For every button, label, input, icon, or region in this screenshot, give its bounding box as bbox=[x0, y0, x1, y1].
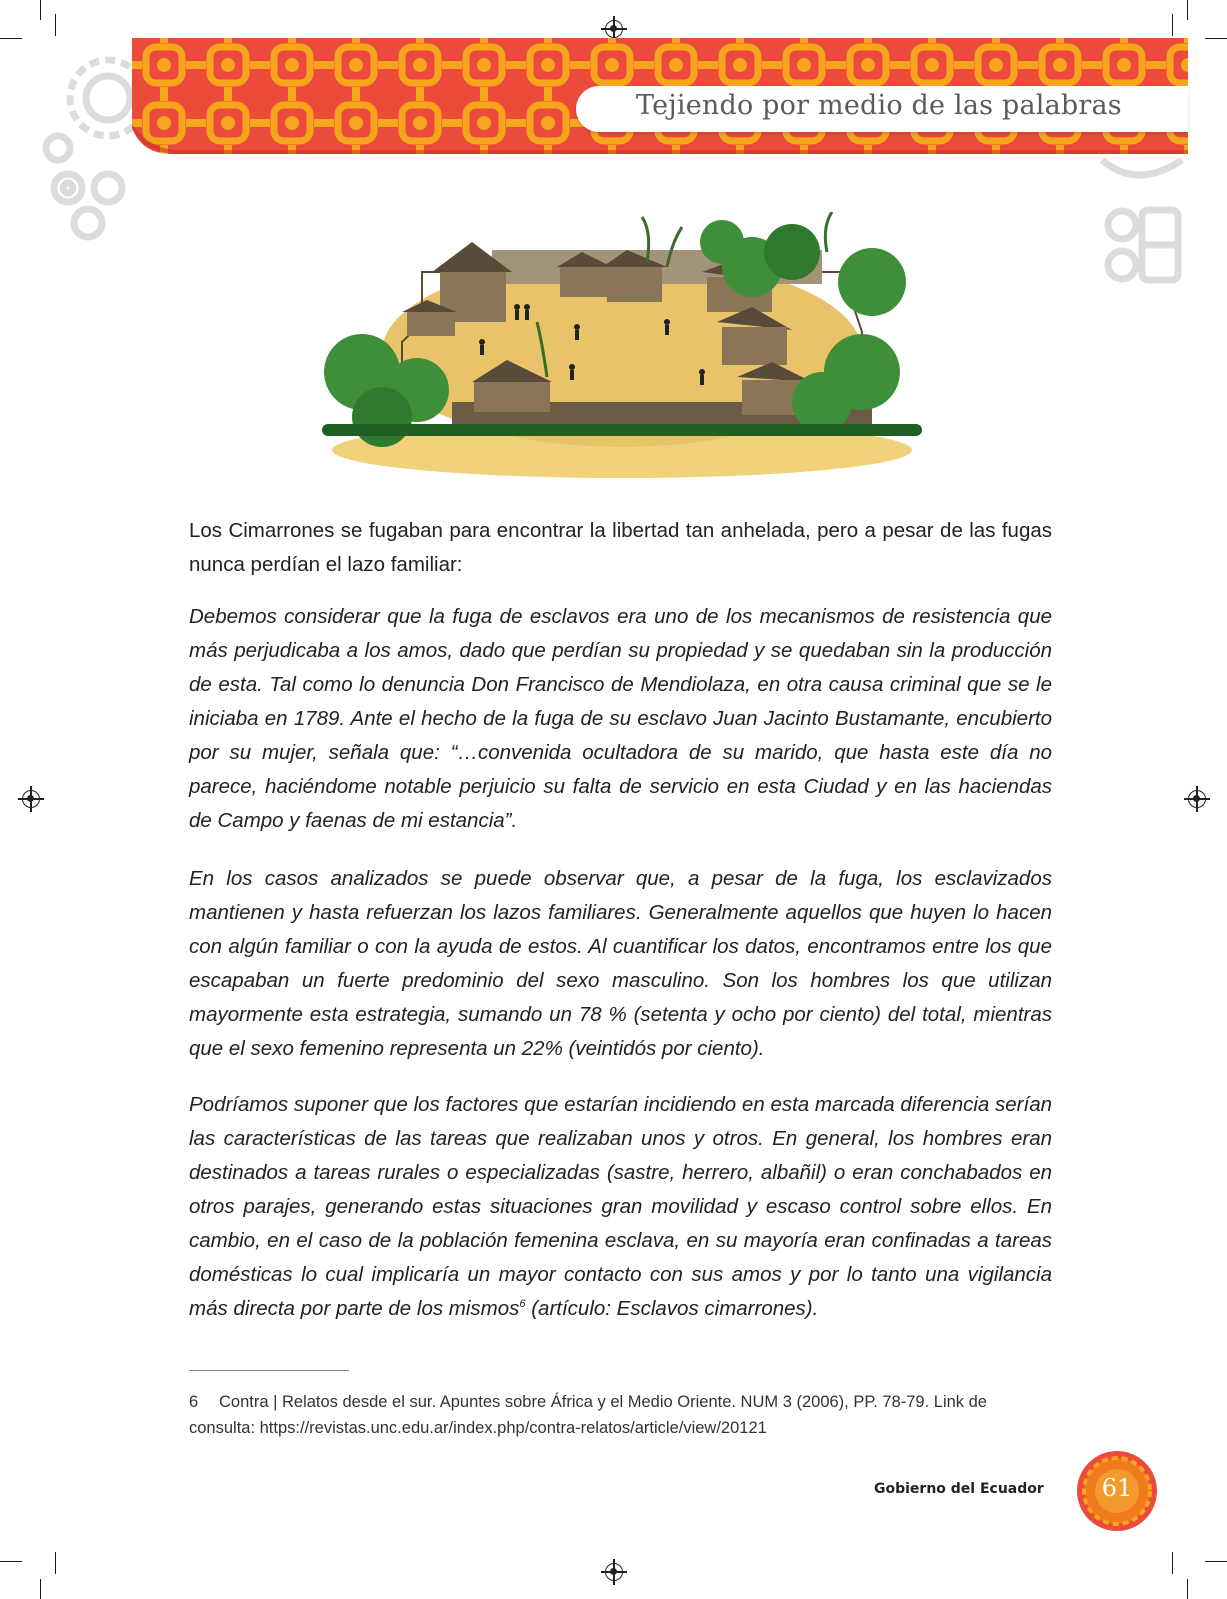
footnote-number: 6 bbox=[189, 1393, 199, 1411]
registration-mark-icon bbox=[605, 20, 623, 38]
quote-paragraph-3-end: (artículo: Esclavos cimarrones). bbox=[525, 1297, 819, 1320]
quote-paragraph-3 bbox=[189, 1088, 1052, 1326]
crop-mark bbox=[1172, 14, 1173, 36]
page-number: 61 bbox=[1101, 1474, 1133, 1502]
crop-mark bbox=[55, 14, 56, 36]
page-title: Tejiendo por medio de las palabras bbox=[636, 90, 1122, 121]
decorative-swirl-icon bbox=[1082, 140, 1192, 300]
publisher-label: Gobierno del Ecuador bbox=[874, 1481, 1044, 1497]
crop-mark bbox=[55, 1552, 56, 1574]
crop-mark bbox=[0, 38, 22, 39]
registration-mark-icon bbox=[22, 790, 40, 808]
quote-paragraph-1: Debemos considerar que la fuga de esclavos era uno de los mecanismos de resistencia que más perjudicaba a los amos, dado que perdían su propiedad y se quedaban sin la producción de esta. Tal como lo denuncia Don Francisco de Mendiolaza, en otra causa criminal que se le iniciaba en 1789. Ante el hecho de la fuga de su esclavo Juan Jacinto Bustamante, encubierto por su mujer, señala que: “…convenida ocultadora de su marido, que hasta este día no parece, haciéndome notable perjuicio su falta de servicio en esta Ciudad y en las haciendas de Campo y faenas de mi estancia”. bbox=[189, 605, 1052, 832]
crop-mark bbox=[1172, 1552, 1173, 1574]
footnote-divider bbox=[189, 1370, 349, 1371]
registration-mark-icon bbox=[605, 1563, 623, 1581]
registration-mark-icon bbox=[1188, 790, 1206, 808]
maroon-village-illustration-icon bbox=[322, 212, 922, 484]
crop-mark bbox=[0, 1561, 22, 1562]
crop-mark bbox=[40, 1579, 41, 1599]
quote-paragraph-3-text: Podríamos suponer que los factores que estarían incidiendo en esta marcada diferencia serían las características de las tareas que realizaban unos y otros. En general, los hombres eran destinados a tareas rurales o especializadas (sastre, herrero, albañil) o eran conchabados en otros parajes, generando estas situaciones gran movilidad y escaso control sobre ellos. En cambio, en el caso de la población femenina esclava, en su mayoría eran confinadas a tareas domésticas lo cual implicaría un mayor contacto con sus amos y por lo tanto una vigilancia más directa por parte de los mismos bbox=[189, 1093, 1052, 1320]
crop-mark bbox=[1205, 38, 1227, 39]
quote-paragraph-2: En los casos analizados se puede observar que, a pesar de la fuga, los esclavizados mantienen y hasta refuerzan los lazos familiares. Generalmente aquellos que huyen lo hacen con algún familiar o con la ayuda de estos. Al cuantificar los datos, encontramos entre los que escapaban un fuerte predominio del sexo masculino. Son los hombres los que utilizan mayormente esta estrategia, sumando un 78 % (setenta y ocho por ciento) del total, mientras que el sexo femenino representa un 22% (veintidós por ciento). bbox=[189, 867, 1052, 1060]
intro-paragraph: Los Cimarrones se fugaban para encontrar la libertad tan anhelada, pero a pesar de las fugas nunca perdían el lazo familiar: bbox=[189, 519, 1052, 576]
footnote-reference[interactable]: 6 bbox=[519, 1298, 526, 1311]
crop-mark bbox=[1187, 0, 1188, 20]
crop-mark bbox=[1187, 1579, 1188, 1599]
footnote bbox=[189, 1389, 1052, 1441]
crop-mark bbox=[1205, 1561, 1227, 1562]
crop-mark bbox=[40, 0, 41, 20]
footnote-text: Contra | Relatos desde el sur. Apuntes sobre África y el Medio Oriente. NUM 3 (2006), PP. 78-79. Link de consulta: https://revistas.unc.edu.ar/index.php/contra-relatos/article/view/20121 bbox=[189, 1393, 987, 1437]
